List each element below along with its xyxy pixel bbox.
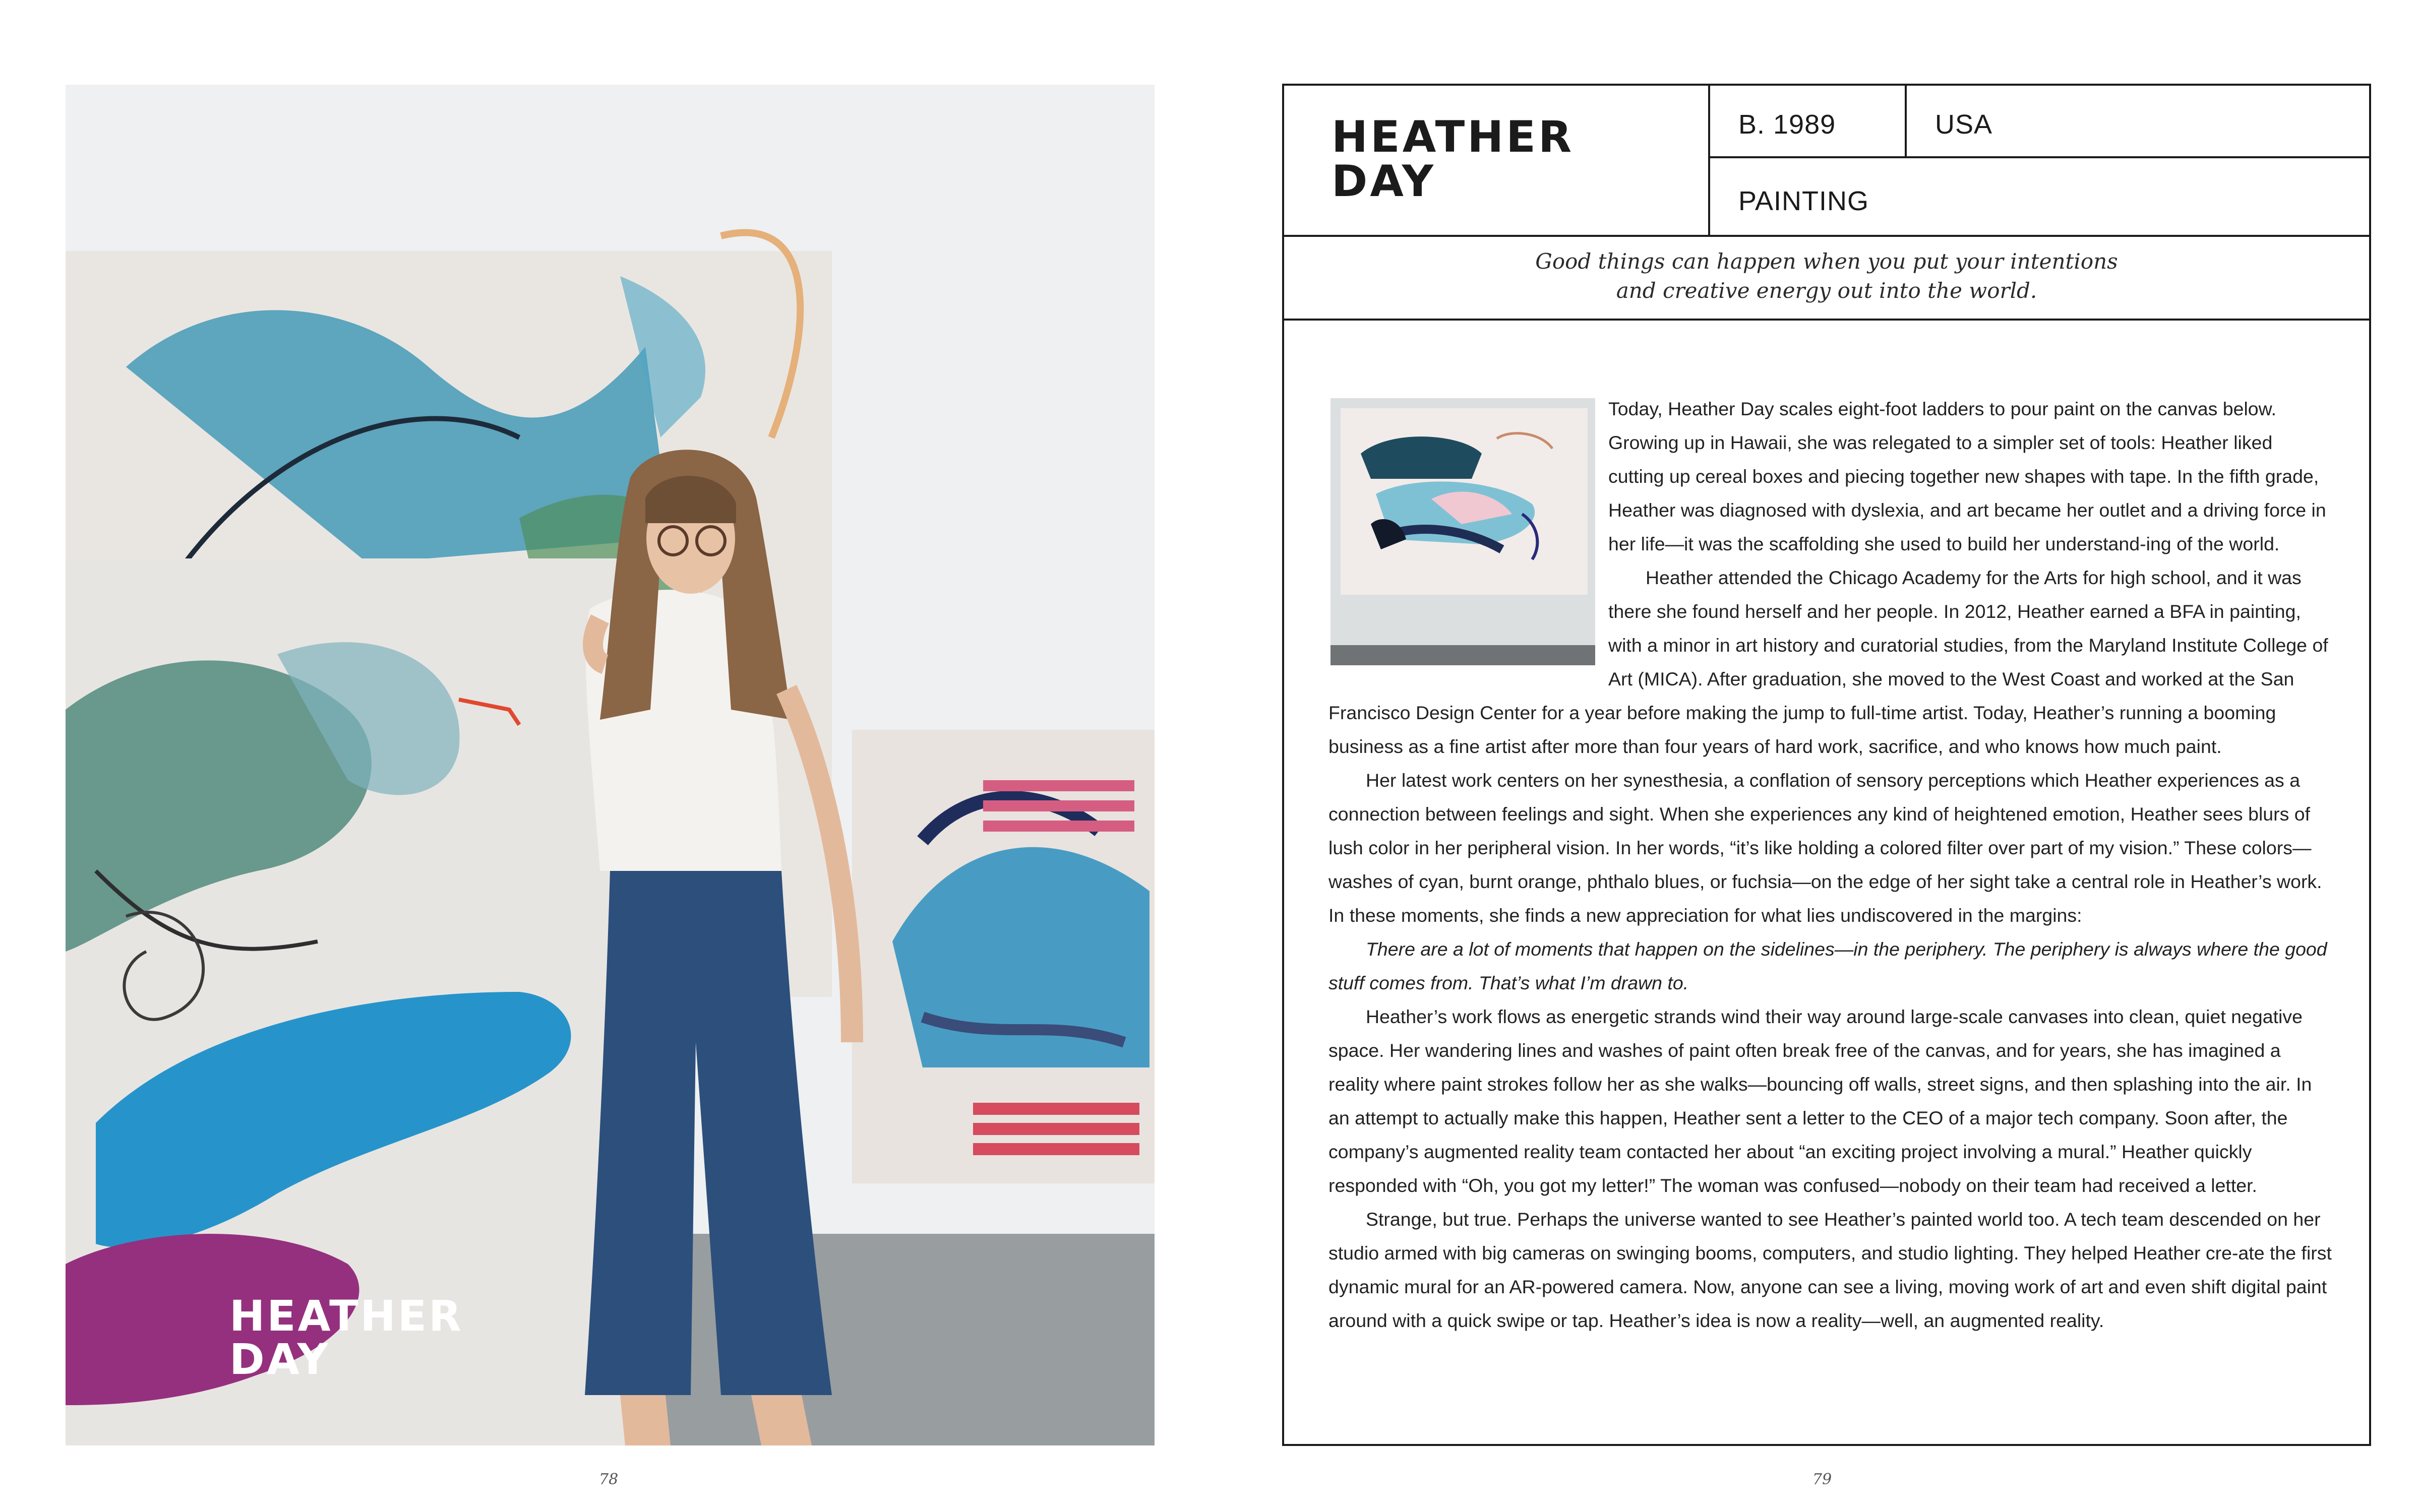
artist-photo [66,85,1155,1445]
page-number-left: 78 [599,1471,619,1488]
country-cell [1907,86,2369,158]
photo-title-overlay [229,1291,463,1384]
paragraph-5: Heather’s work flows as energetic strands wind their way around large-scale canvases into clean, quiet negative space. Her wandering lines and washes of paint often break free of the canvas, and for years, she has imagined a reality where paint strokes follow her as she walks—bouncing off walls, street signs, and then splashing into the air. In an attempt to actually make this happen, Heather sent a letter to the CEO of a major tech company. Soon after, the company’s augmented reality team contacted her about “an exciting project involving a mural.” Heather quickly responded with “Oh, you got my letter!” The woman was confused—nobody on their team had received a letter. [1328,1006,2312,1196]
artist-name-line-2: DAY [1332,156,1436,207]
paragraph-4-quote: There are a lot of moments that happen on the sidelines—in the periphery. The periphery is always where the good stuff comes from. That’s what I’m drawn to. [1328,938,2327,993]
paragraph-2: Heather attended the Chicago Academy for the Arts for high school, and it was there she found herself and her people. In 2012, Heather earned a BFA in painting, with a minor in art history and curatorial studies, from the Maryland Institute College of Art (MICA). After graduation, she moved to the West Coast and worked at the San Francisco Design Center for a year before making the jump to full-time artist. Today, Heather’s running a booming business as a fine artist after more than four years of hard work, sacrifice, and who knows how much paint. [1328,567,2328,757]
country: USA [1935,109,1993,140]
medium-cell [1710,158,2369,235]
photo-title-line-2: DAY [229,1335,330,1384]
artist-name-line-1: HEATHER [1332,112,1575,162]
paragraph-3: Her latest work centers on her synesthesia, a conflation of sensory perceptions which Heather experiences as a connection between feelings and sight. When she experiences any kind of heightened emotion, Heather sees blurs of lush color in her peripheral vision. In her words, “it’s like holding a colored filter over part of my vision.” These colors—washes of cyan, burnt orange, phthalo blues, or fuchsia—on the edge of her sight take a central role in Heather’s work. In these moments, she finds a new appreciation for what lies undiscovered in the margins: [1328,770,2322,926]
article-body [1328,392,2332,1338]
studio-photo-illustration [66,85,1155,1445]
page-number-right: 79 [1812,1471,1832,1488]
paragraph-1: Today, Heather Day scales eight-foot ladders to pour paint on the canvas below. Growing up in Hawaii, she was relegated to a simpler set of tools: Heather liked cutting up cereal boxes and piecing together new shapes with tape. In the fifth grade, Heather was diagnosed with dyslexia, and art became her outlet and a driving force in her life—it was the scaffolding she used to build her understand-ing of the world. [1608,398,2326,554]
birth-year-cell [1710,86,1907,158]
paragraph-6: Strange, but true. Perhaps the universe wanted to see Heather’s painted world too. A tech team descended on her studio armed with big cameras on swinging booms, computers, and studio lighting. They helped Heather cre-ate the first dynamic mural for an AR-powered camera. Now, anyone can see a living, moving work of art and even shift digital paint around with a quick swipe or tap. Heather’s idea is now a reality—well, an augmented reality. [1328,1209,2332,1331]
pull-quote-line-1: Good things can happen when you put your intentions [1535,249,2118,274]
birth-year: B. 1989 [1738,109,1836,140]
photo-title-line-1: HEATHER [229,1291,463,1341]
artist-name-cell [1284,86,1710,235]
thumbnail-float-spacer [1328,392,1608,695]
pull-quote [1284,235,2369,321]
medium: PAINTING [1738,186,1869,216]
pull-quote-line-2: and creative energy out into the world. [1616,278,2037,303]
